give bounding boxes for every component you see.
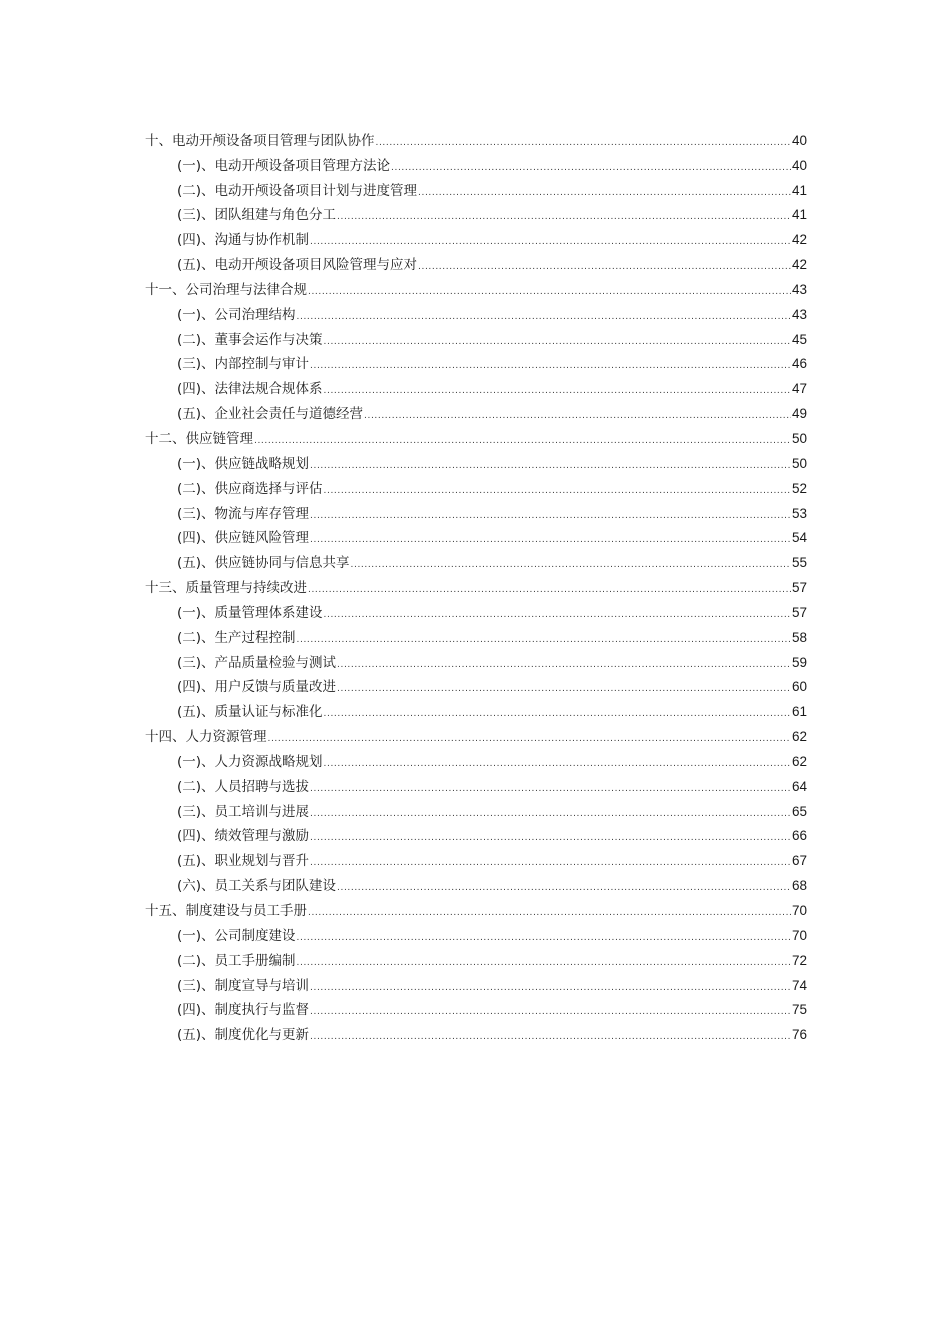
- toc-entry-page-number[interactable]: 54: [791, 530, 807, 546]
- toc-chapter-entry[interactable]: [145, 424, 807, 449]
- toc-entry-title[interactable]: (一)、人力资源战略规划: [177, 753, 323, 770]
- toc-dot-leader: [391, 160, 791, 176]
- toc-dot-leader: [337, 657, 791, 673]
- toc-section-entry[interactable]: [145, 772, 807, 797]
- toc-entry-page-number[interactable]: 59: [791, 654, 807, 670]
- toc-chapter-entry[interactable]: [145, 126, 807, 151]
- toc-section-entry[interactable]: [145, 548, 807, 573]
- toc-entry-title[interactable]: (一)、质量管理体系建设: [177, 604, 323, 621]
- toc-entry-page-number[interactable]: 57: [791, 604, 807, 620]
- toc-section-entry[interactable]: [145, 871, 807, 896]
- toc-section-entry[interactable]: [145, 673, 807, 698]
- toc-dot-leader: [351, 557, 791, 573]
- toc-dot-leader: [297, 955, 791, 971]
- toc-entry-title[interactable]: (二)、供应商选择与评估: [177, 480, 323, 497]
- toc-entry-page-number[interactable]: 66: [791, 828, 807, 844]
- toc-entry-page-number[interactable]: 58: [791, 629, 807, 645]
- toc-entry-title[interactable]: (五)、电动开颅设备项目风险管理与应对: [177, 257, 418, 274]
- toc-section-entry[interactable]: [145, 474, 807, 499]
- toc-entry-page-number[interactable]: 46: [791, 356, 807, 372]
- toc-entry-title[interactable]: (四)、用户反馈与质量改进: [177, 679, 337, 696]
- toc-section-entry[interactable]: [145, 524, 807, 549]
- toc-dot-leader: [308, 905, 791, 921]
- toc-entry-title[interactable]: (四)、绩效管理与激励: [177, 828, 310, 845]
- toc-entry-title[interactable]: (六)、员工关系与团队建设: [177, 878, 337, 895]
- toc-dot-leader: [310, 458, 791, 474]
- toc-entry-page-number[interactable]: 74: [791, 977, 807, 993]
- toc-section-entry[interactable]: [145, 300, 807, 325]
- toc-dot-leader: [310, 532, 791, 548]
- toc-section-entry[interactable]: [145, 374, 807, 399]
- toc-entry-page-number[interactable]: 57: [791, 580, 807, 596]
- toc-dot-leader: [324, 607, 791, 623]
- toc-entry-title[interactable]: (三)、团队组建与角色分工: [177, 207, 337, 224]
- toc-section-entry[interactable]: [145, 797, 807, 822]
- toc-dot-leader: [297, 632, 791, 648]
- toc-entry-page-number[interactable]: 55: [791, 555, 807, 571]
- toc-entry-page-number[interactable]: 47: [791, 381, 807, 397]
- toc-entry-page-number[interactable]: 40: [791, 132, 807, 148]
- toc-section-entry[interactable]: [145, 250, 807, 275]
- toc-entry-page-number[interactable]: 68: [791, 878, 807, 894]
- toc-entry-title[interactable]: (三)、内部控制与审计: [177, 356, 310, 373]
- toc-entry-title[interactable]: (二)、电动开颅设备项目计划与进度管理: [177, 182, 418, 199]
- toc-section-entry[interactable]: [145, 747, 807, 772]
- toc-dot-leader: [297, 309, 791, 325]
- toc-entry-page-number[interactable]: 75: [791, 1002, 807, 1018]
- toc-dot-leader: [310, 234, 791, 250]
- toc-dot-leader: [268, 731, 791, 747]
- toc-entry-page-number[interactable]: 42: [791, 232, 807, 248]
- toc-entry-title[interactable]: (四)、供应链风险管理: [177, 530, 310, 547]
- toc-entry-title[interactable]: 十五、制度建设与员工手册: [145, 903, 307, 919]
- toc-dot-leader: [310, 1004, 791, 1020]
- toc-dot-leader: [324, 383, 791, 399]
- toc-section-entry[interactable]: [145, 921, 807, 946]
- toc-dot-leader: [324, 483, 791, 499]
- toc-dot-leader: [418, 259, 791, 275]
- toc-entry-title[interactable]: (三)、物流与库存管理: [177, 505, 310, 522]
- toc-entry-page-number[interactable]: 60: [791, 679, 807, 695]
- toc-section-entry[interactable]: [145, 151, 807, 176]
- toc-entry-page-number[interactable]: 62: [791, 729, 807, 745]
- toc-chapter-entry[interactable]: [145, 573, 807, 598]
- toc-entry-page-number[interactable]: 62: [791, 753, 807, 769]
- toc-chapter-entry[interactable]: [145, 722, 807, 747]
- toc-entry-page-number[interactable]: 67: [791, 853, 807, 869]
- toc-dot-leader: [308, 582, 791, 598]
- toc-entry-title[interactable]: (五)、制度优化与更新: [177, 1027, 310, 1044]
- toc-entry-page-number[interactable]: 70: [791, 903, 807, 918]
- toc-entry-title[interactable]: (五)、企业社会责任与道德经营: [177, 406, 364, 423]
- toc-dot-leader: [324, 706, 791, 722]
- toc-section-entry[interactable]: [145, 225, 807, 250]
- toc-section-entry[interactable]: [145, 822, 807, 847]
- toc-section-entry[interactable]: [145, 971, 807, 996]
- toc-entry-title[interactable]: (五)、供应链协同与信息共享: [177, 555, 350, 572]
- toc-dot-leader: [310, 358, 791, 374]
- toc-entry-title[interactable]: (二)、员工手册编制: [177, 952, 296, 969]
- toc-entry-page-number[interactable]: 52: [791, 480, 807, 496]
- toc-section-entry[interactable]: [145, 176, 807, 201]
- toc-section-entry[interactable]: [145, 598, 807, 623]
- toc-chapter-entry[interactable]: [145, 275, 807, 300]
- toc-entry-page-number[interactable]: 76: [791, 1027, 807, 1043]
- toc-entry-title[interactable]: 十一、公司治理与法律合规: [145, 281, 307, 298]
- toc-entry-title[interactable]: (二)、生产过程控制: [177, 629, 296, 646]
- toc-entry-page-number[interactable]: 41: [791, 207, 807, 223]
- toc-entry-page-number[interactable]: 61: [791, 704, 807, 720]
- toc-entry-title[interactable]: (三)、产品质量检验与测试: [177, 654, 337, 671]
- toc-entry-title[interactable]: (四)、法律法规合规体系: [177, 381, 323, 398]
- toc-dot-leader: [310, 855, 791, 871]
- toc-section-entry[interactable]: [145, 201, 807, 226]
- toc-entry-page-number[interactable]: 50: [791, 430, 807, 446]
- toc-entry-title[interactable]: (一)、电动开颅设备项目管理方法论: [177, 157, 391, 174]
- toc-entry-title[interactable]: 十三、质量管理与持续改进: [145, 580, 307, 597]
- toc-entry-title[interactable]: 十四、人力资源管理: [145, 729, 267, 746]
- toc-entry-title[interactable]: (二)、人员招聘与选拔: [177, 778, 310, 795]
- toc-entry-title[interactable]: (一)、供应链战略规划: [177, 455, 310, 472]
- toc-dot-leader: [364, 408, 791, 424]
- toc-dot-leader: [337, 209, 791, 225]
- toc-dot-leader: [310, 806, 791, 822]
- toc-section-entry[interactable]: [145, 499, 807, 524]
- toc-dot-leader: [254, 433, 791, 449]
- toc-dot-leader: [337, 681, 791, 697]
- toc-entry-page-number[interactable]: 53: [791, 505, 807, 521]
- toc-dot-leader: [418, 185, 791, 201]
- toc-entry-page-number[interactable]: 72: [791, 952, 807, 968]
- toc-section-entry[interactable]: [145, 697, 807, 722]
- toc-entry-title[interactable]: 十、电动开颅设备项目管理与团队协作: [145, 132, 375, 149]
- toc-entry-page-number[interactable]: 65: [791, 803, 807, 819]
- toc-entry-page-number[interactable]: 43: [791, 281, 807, 297]
- toc-entry-page-number[interactable]: 70: [791, 927, 807, 943]
- toc-section-entry[interactable]: [145, 1020, 807, 1045]
- toc-dot-leader: [310, 781, 791, 797]
- toc-entry-title[interactable]: (四)、沟通与协作机制: [177, 232, 310, 249]
- toc-dot-leader: [310, 508, 791, 524]
- toc-entry-title[interactable]: 十二、供应链管理: [145, 430, 253, 447]
- toc-section-entry[interactable]: [145, 449, 807, 474]
- toc-section-entry[interactable]: [145, 623, 807, 648]
- toc-dot-leader: [324, 756, 791, 772]
- toc-dot-leader: [376, 135, 791, 151]
- toc-section-entry[interactable]: [145, 846, 807, 871]
- toc-dot-leader: [310, 980, 791, 996]
- toc-section-entry[interactable]: [145, 399, 807, 424]
- toc-entry-title[interactable]: (三)、制度宣导与培训: [177, 977, 310, 994]
- toc-dot-leader: [310, 1029, 791, 1045]
- toc-entry-title[interactable]: (一)、公司治理结构: [177, 306, 296, 323]
- toc-entry-title[interactable]: (五)、质量认证与标准化: [177, 704, 323, 721]
- toc-entry-title[interactable]: (一)、公司制度建设: [177, 927, 296, 944]
- toc-entry-page-number[interactable]: 40: [791, 157, 807, 173]
- toc-chapter-entry[interactable]: [145, 896, 807, 921]
- toc-dot-leader: [310, 830, 791, 846]
- toc-entry-page-number[interactable]: 50: [791, 455, 807, 471]
- toc-entry-page-number[interactable]: 64: [791, 778, 807, 794]
- toc-dot-leader: [297, 930, 791, 946]
- toc-entry-page-number[interactable]: 41: [791, 182, 807, 198]
- toc-entry-page-number[interactable]: 43: [791, 306, 807, 322]
- toc-entry-page-number[interactable]: 42: [791, 257, 807, 273]
- toc-section-entry[interactable]: [145, 325, 807, 350]
- toc-section-entry[interactable]: [145, 648, 807, 673]
- toc-dot-leader: [308, 284, 791, 300]
- toc-dot-leader: [337, 880, 791, 896]
- toc-section-entry[interactable]: [145, 350, 807, 375]
- toc-entry-title[interactable]: (二)、董事会运作与决策: [177, 331, 323, 348]
- toc-entry-title[interactable]: (五)、职业规划与晋升: [177, 853, 310, 870]
- toc-entry-title[interactable]: (三)、员工培训与进展: [177, 803, 310, 820]
- toc-section-entry[interactable]: [145, 996, 807, 1021]
- table-of-contents: [145, 126, 807, 1045]
- toc-entry-page-number[interactable]: 49: [791, 406, 807, 422]
- toc-section-entry[interactable]: [145, 946, 807, 971]
- toc-entry-page-number[interactable]: 45: [791, 331, 807, 347]
- toc-dot-leader: [324, 334, 791, 350]
- toc-entry-title[interactable]: (四)、制度执行与监督: [177, 1002, 310, 1019]
